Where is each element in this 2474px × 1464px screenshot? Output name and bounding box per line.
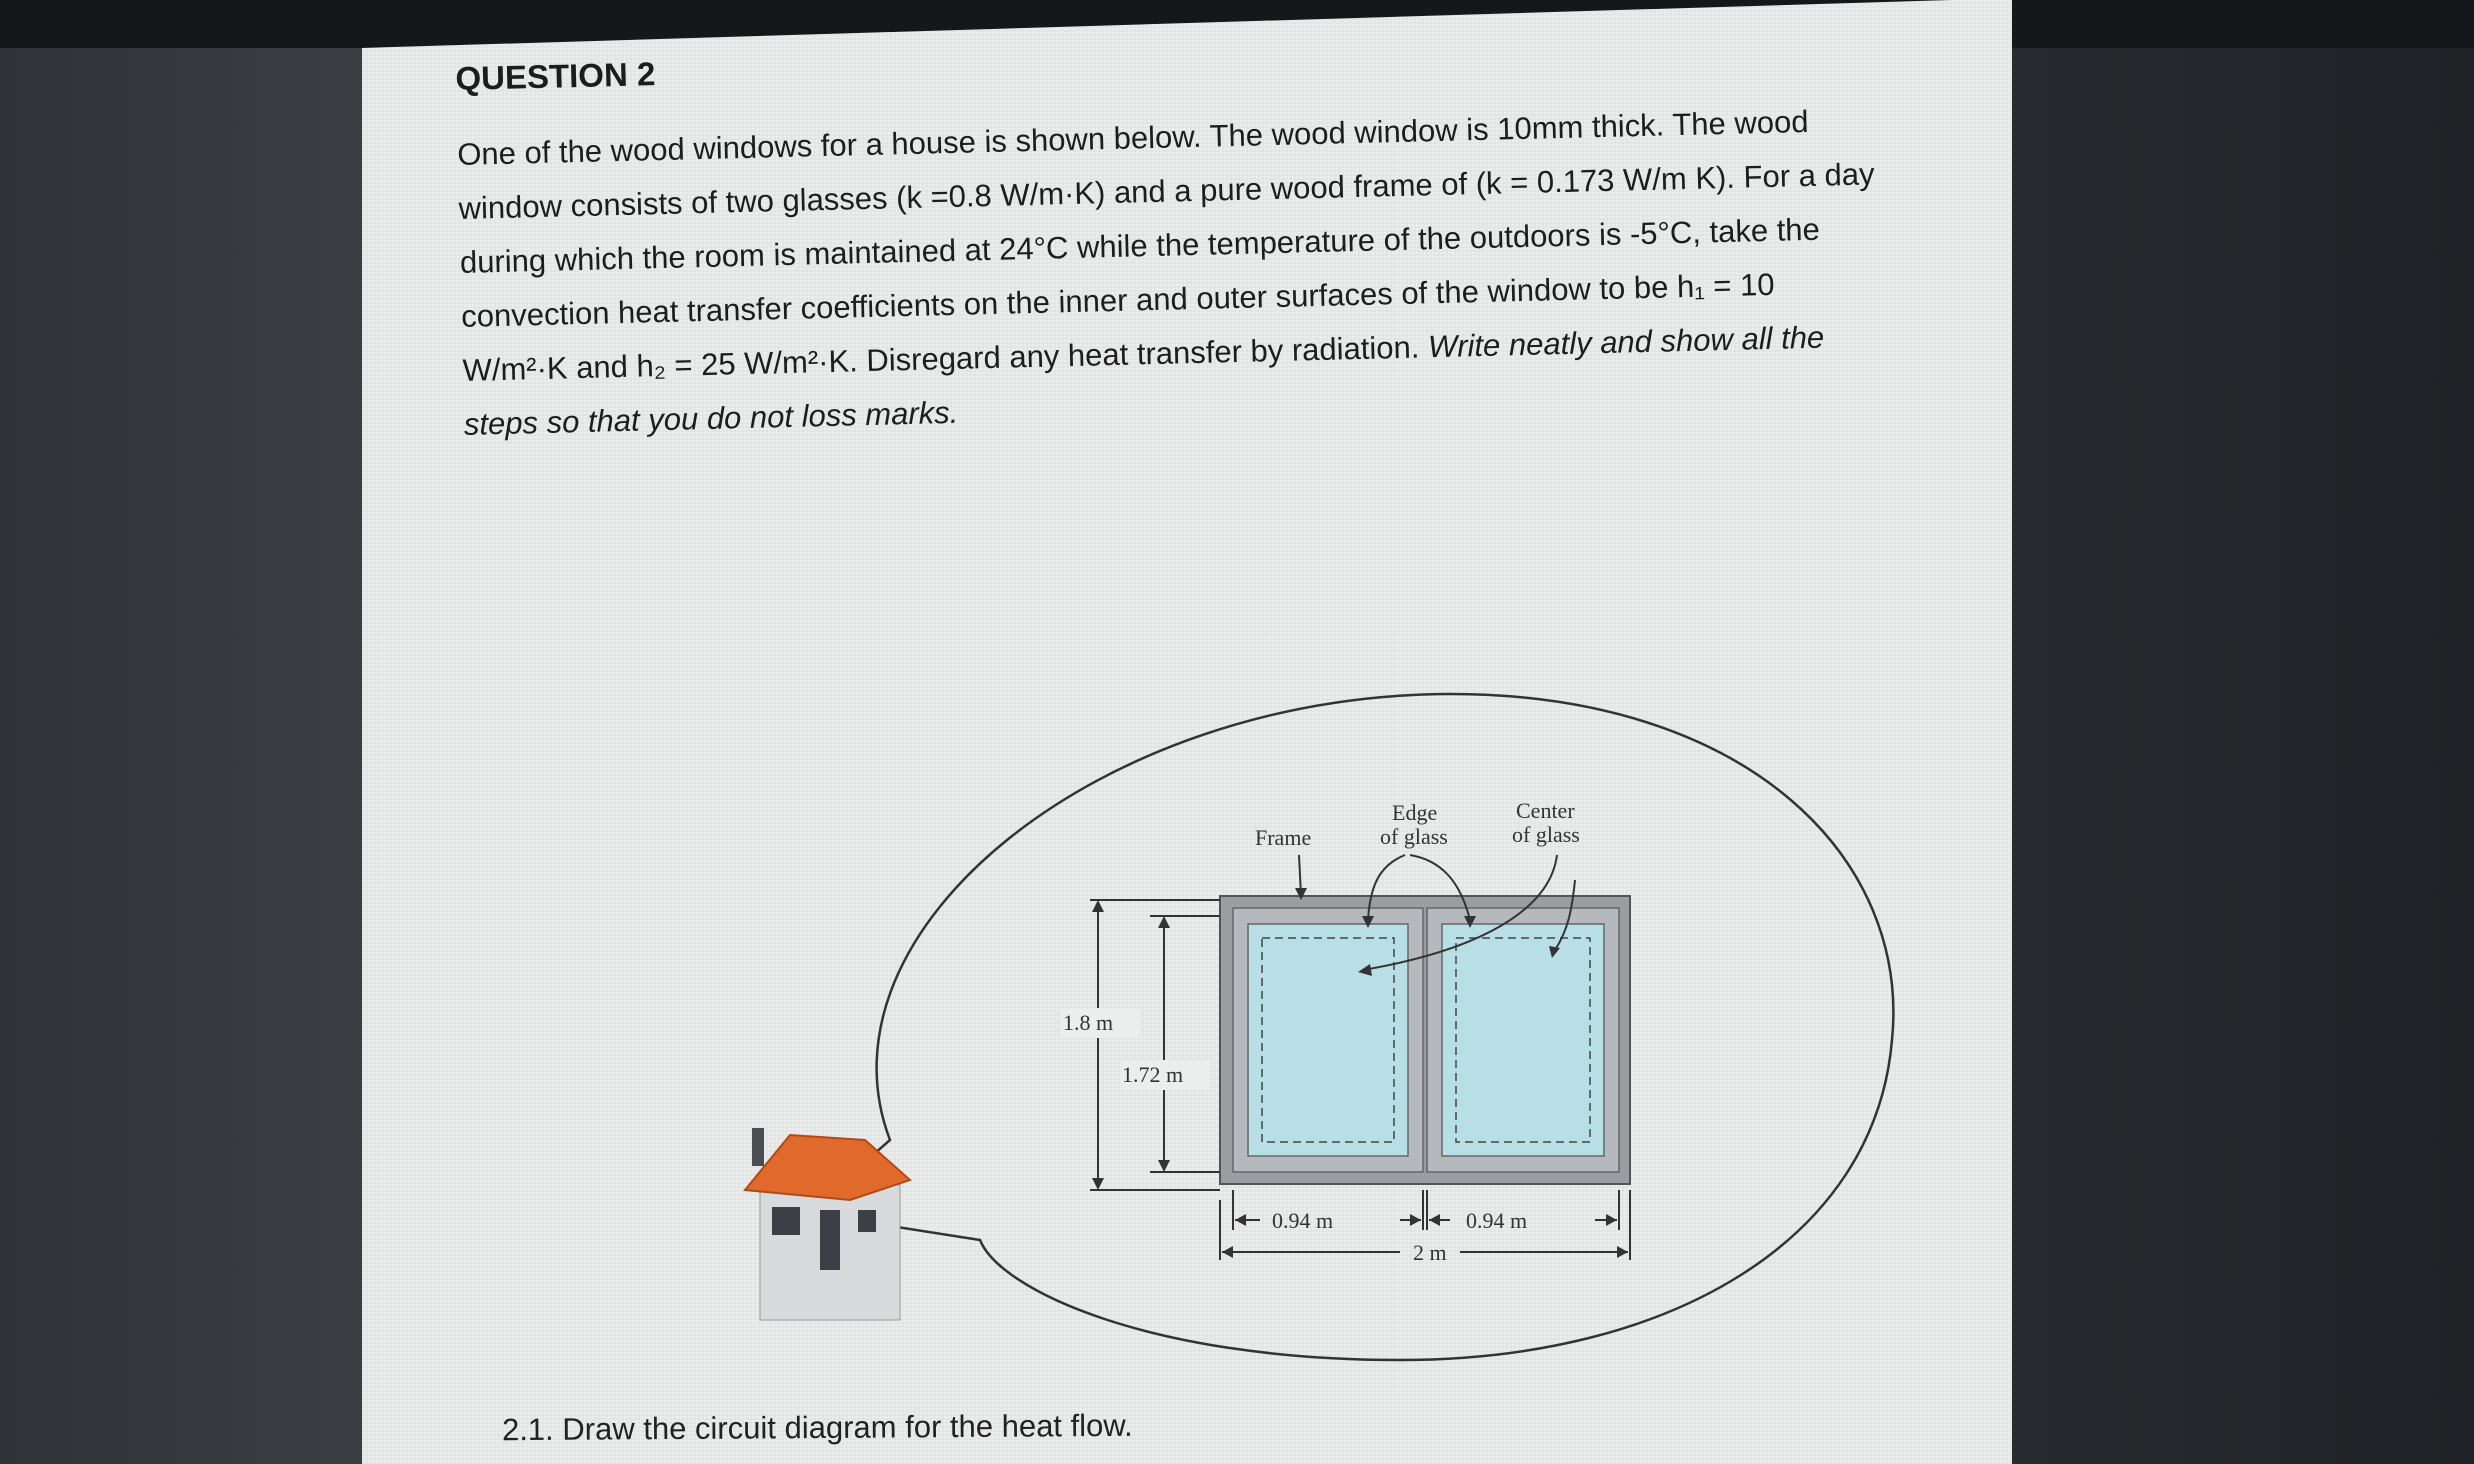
house-illustration [745,1128,910,1320]
label-edge-line1: Edge [1392,800,1438,825]
dim-pane-left: 0.94 m [1272,1208,1334,1233]
question-title: QUESTION 2 [455,55,656,97]
label-frame: Frame [1255,825,1312,850]
label-center-line2: of glass [1512,822,1580,847]
dim-pane-right: 0.94 m [1466,1208,1528,1233]
question-text [457,93,1884,452]
window-diagram [1220,896,1630,1184]
question-block [455,25,1884,452]
dim-height-inner: 1.72 m [1122,1062,1184,1087]
subquestion-2-1: 2.1. Draw the circuit diagram for the heat flow. [501,1407,1133,1448]
dim-total-width: 2 m [1413,1240,1447,1265]
window-figure [680,680,1920,1400]
label-center-line1: Center [1516,798,1575,823]
question-body: One of the wood windows for a house is shown below. The wood window is 10mm thick. The wood window consists of two glasses (k =0.8 W/m·K) and a pure wood frame of (k = 0.173 W/m K). For a day during which the room is maintained at 24°C while the temperature of the outdoors is -5°C, take the convection heat transfer coefficients on the inner and outer surfaces of the window to be h₁ = 10 W/m²·K and h₂ = 25 W/m²·K. Disregard any heat transfer by radiation. [456,103,1875,388]
dim-height-outer: 1.8 m [1063,1010,1114,1035]
height-dimensions [1090,900,1220,1190]
label-edge-line2: of glass [1380,824,1448,849]
question-instruction: Write neatly and show all the steps so that you do not loss marks. [463,319,1825,442]
